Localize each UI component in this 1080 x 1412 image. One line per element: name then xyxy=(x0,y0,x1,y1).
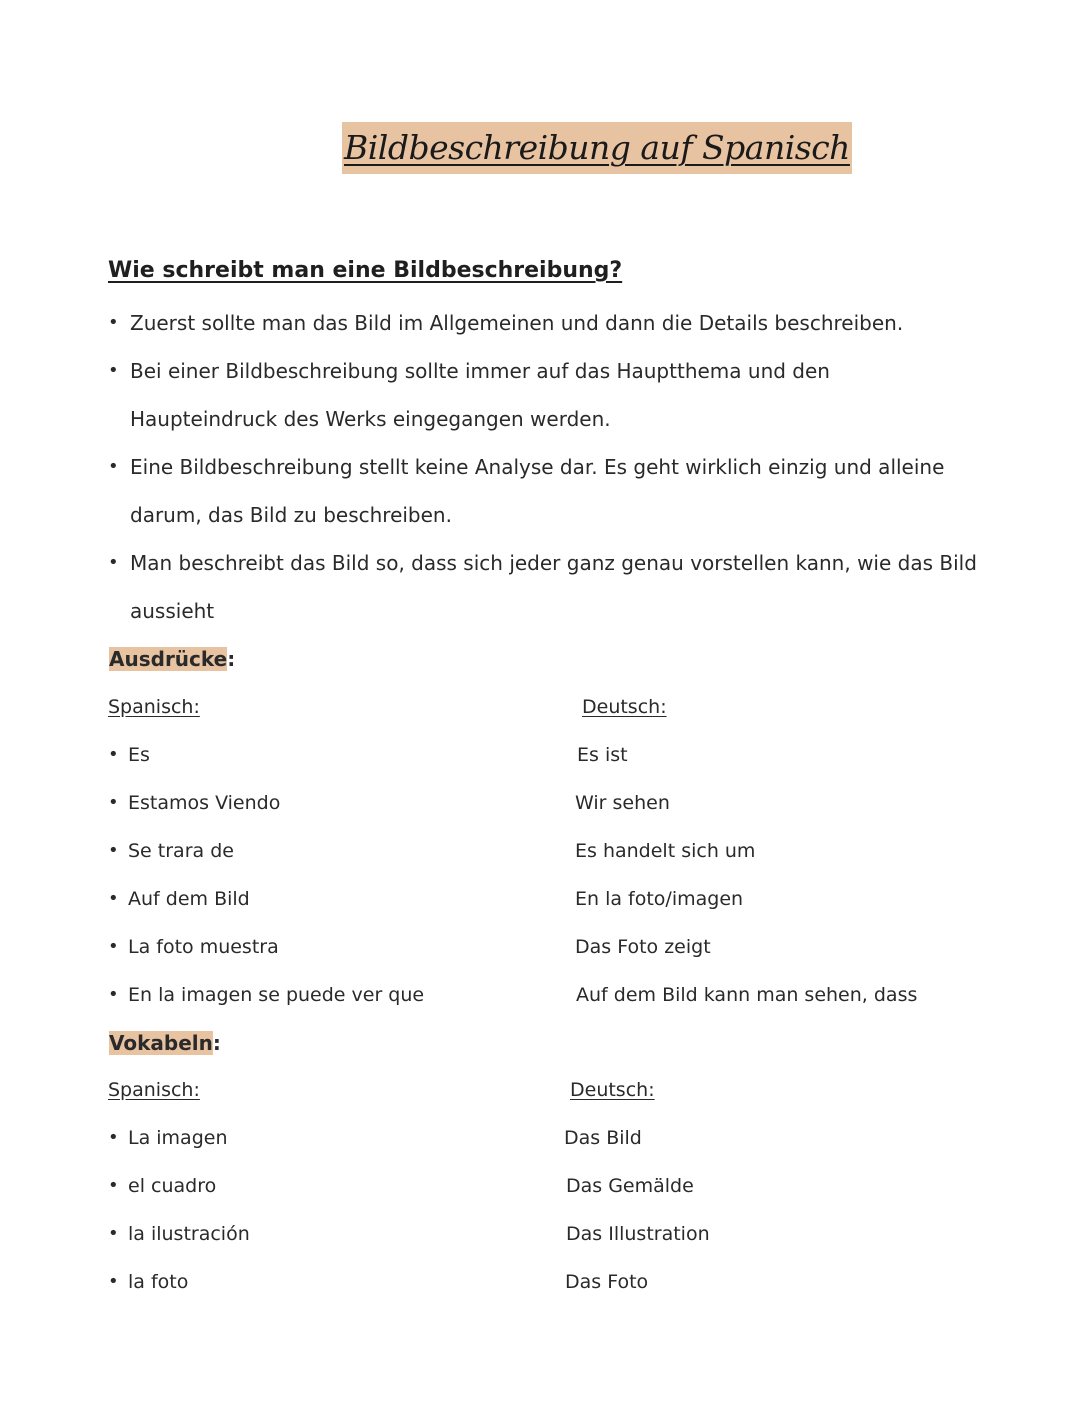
list-item-translation: Das Illustration xyxy=(566,1223,710,1245)
vokabeln-col-deutsch: Deutsch: xyxy=(570,1079,655,1101)
intro-heading: Wie schreibt man eine Bildbeschreibung? xyxy=(108,258,623,283)
bullet-dot-icon: • xyxy=(108,792,119,813)
list-item: • En la imagen se puede ver que xyxy=(108,981,424,1009)
list-item: • el cuadro xyxy=(108,1172,216,1200)
bullet-dot-icon: • xyxy=(108,456,119,477)
bullet-dot-icon: • xyxy=(108,1127,119,1148)
list-item: • la foto xyxy=(108,1268,188,1296)
vokabeln-label: Vokabeln: xyxy=(109,1031,221,1055)
bullet-dot-icon: • xyxy=(108,936,119,957)
ausdruecke-col-deutsch: Deutsch: xyxy=(582,696,667,718)
bullet-dot-icon: • xyxy=(108,888,119,909)
list-item: • La imagen xyxy=(108,1124,228,1152)
bullet-dot-icon: • xyxy=(108,312,119,333)
list-item-translation: Das Bild xyxy=(564,1127,642,1149)
bullet-dot-icon: • xyxy=(108,984,119,1005)
bullet-dot-icon: • xyxy=(108,552,119,573)
list-item-translation: Es ist xyxy=(577,744,628,766)
bullet-dot-icon: • xyxy=(108,360,119,381)
list-item-translation: Das Foto zeigt xyxy=(575,936,711,958)
bullet-dot-icon: • xyxy=(108,1271,119,1292)
list-item: • la ilustración xyxy=(108,1220,250,1248)
intro-bullet: • Man beschreibt das Bild so, dass sich jeder ganz genau vorstellen kann, wie das Bild aussieht xyxy=(108,539,978,635)
bullet-dot-icon: • xyxy=(108,840,119,861)
list-item: • Estamos Viendo xyxy=(108,789,280,817)
list-item-translation: Wir sehen xyxy=(575,792,670,814)
list-item-translation: En la foto/imagen xyxy=(575,888,744,910)
intro-bullet: • Eine Bildbeschreibung stellt keine Analyse dar. Es geht wirklich einzig und alleine darum, das Bild zu beschreiben. xyxy=(108,443,978,539)
list-item-translation: Es handelt sich um xyxy=(575,840,756,862)
ausdruecke-col-spanisch: Spanisch: xyxy=(108,696,200,718)
page-title: Bildbeschreibung auf Spanisch xyxy=(342,122,852,174)
list-item: • Se trara de xyxy=(108,837,234,865)
ausdruecke-label: Ausdrücke: xyxy=(109,647,236,671)
intro-bullet: • Zuerst sollte man das Bild im Allgemeinen und dann die Details beschreiben. xyxy=(108,299,978,347)
bullet-dot-icon: • xyxy=(108,744,119,765)
bullet-dot-icon: • xyxy=(108,1223,119,1244)
list-item: • La foto muestra xyxy=(108,933,279,961)
intro-bullet: • Bei einer Bildbeschreibung sollte immer auf das Hauptthema und den Haupteindruck des Werks eingegangen werden. xyxy=(108,347,978,443)
list-item-translation: Auf dem Bild kann man sehen, dass xyxy=(576,984,918,1006)
list-item-translation: Das Foto xyxy=(565,1271,649,1293)
list-item-translation: Das Gemälde xyxy=(566,1175,694,1197)
list-item: • Auf dem Bild xyxy=(108,885,250,913)
vokabeln-col-spanisch: Spanisch: xyxy=(108,1079,200,1101)
bullet-dot-icon: • xyxy=(108,1175,119,1196)
list-item: • Es xyxy=(108,741,150,769)
